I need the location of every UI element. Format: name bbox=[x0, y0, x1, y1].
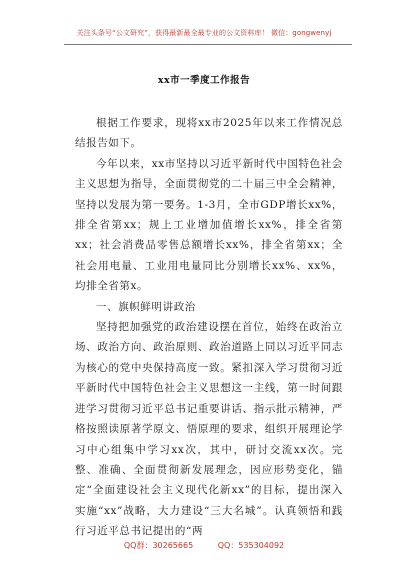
header-banner: 关注头条号“公文研究”，获得最新最全最专业的公文资料库！ 微信：gongwenyj bbox=[76, 29, 332, 37]
document-title: xx市一季度工作报告 bbox=[157, 75, 251, 86]
footer-qq-number: QQ：535304092 bbox=[217, 541, 285, 550]
paragraph-politics: 坚持把加强党的政治建设摆在首位，始终在政治立场、政治方向、政治原则、政治道路上同以习近平同志为核心的党中央保持高度一致。紧扣深入学习贯彻习近平新时代中国特色社会主义思想这一主线，第一时间跟进学习贯彻习近平总书记重要讲话、指示批示精神，严格按照读原著学原文、悟原理的要求，组织开展理论学习中心组集中学习xx次，其中，研讨交流xx次。完整、准确、全面贯彻新发展理念，因应形势变化，锚定“全面建设社会主义现代化新xx”的目标，提出深入实施“xx”战略，大力建设“三大名城”。认真领悟和践行习近平总书记提出的“两 bbox=[75, 321, 343, 538]
footer-qq-group: QQ群：30265665 bbox=[123, 541, 194, 550]
paragraph-intro: 根据工作要求，现将xx市2025年以来工作情况总结报告如下。 bbox=[75, 117, 343, 150]
footer-contact bbox=[0, 540, 408, 551]
paragraph-overview: 今年以来，xx市坚持以习近平新时代中国特色社会主义思想为指导，全面贯彻党的二十届三中全会精神，坚持以发展为第一要务。1-3月，全市GDP增长xx%，排全省第xx；规上工业增加值增长xx%，排全省第xx；社会消费品零售总额增长xx%，排全省第xx；全社会用电量、工业用电量同比分别增长xx%、xx%，均排全省第x。 bbox=[75, 157, 343, 293]
header-divider bbox=[64, 44, 352, 45]
document-body bbox=[75, 113, 343, 542]
section-heading: 一、旗帜鲜明讲政治 bbox=[96, 300, 196, 313]
